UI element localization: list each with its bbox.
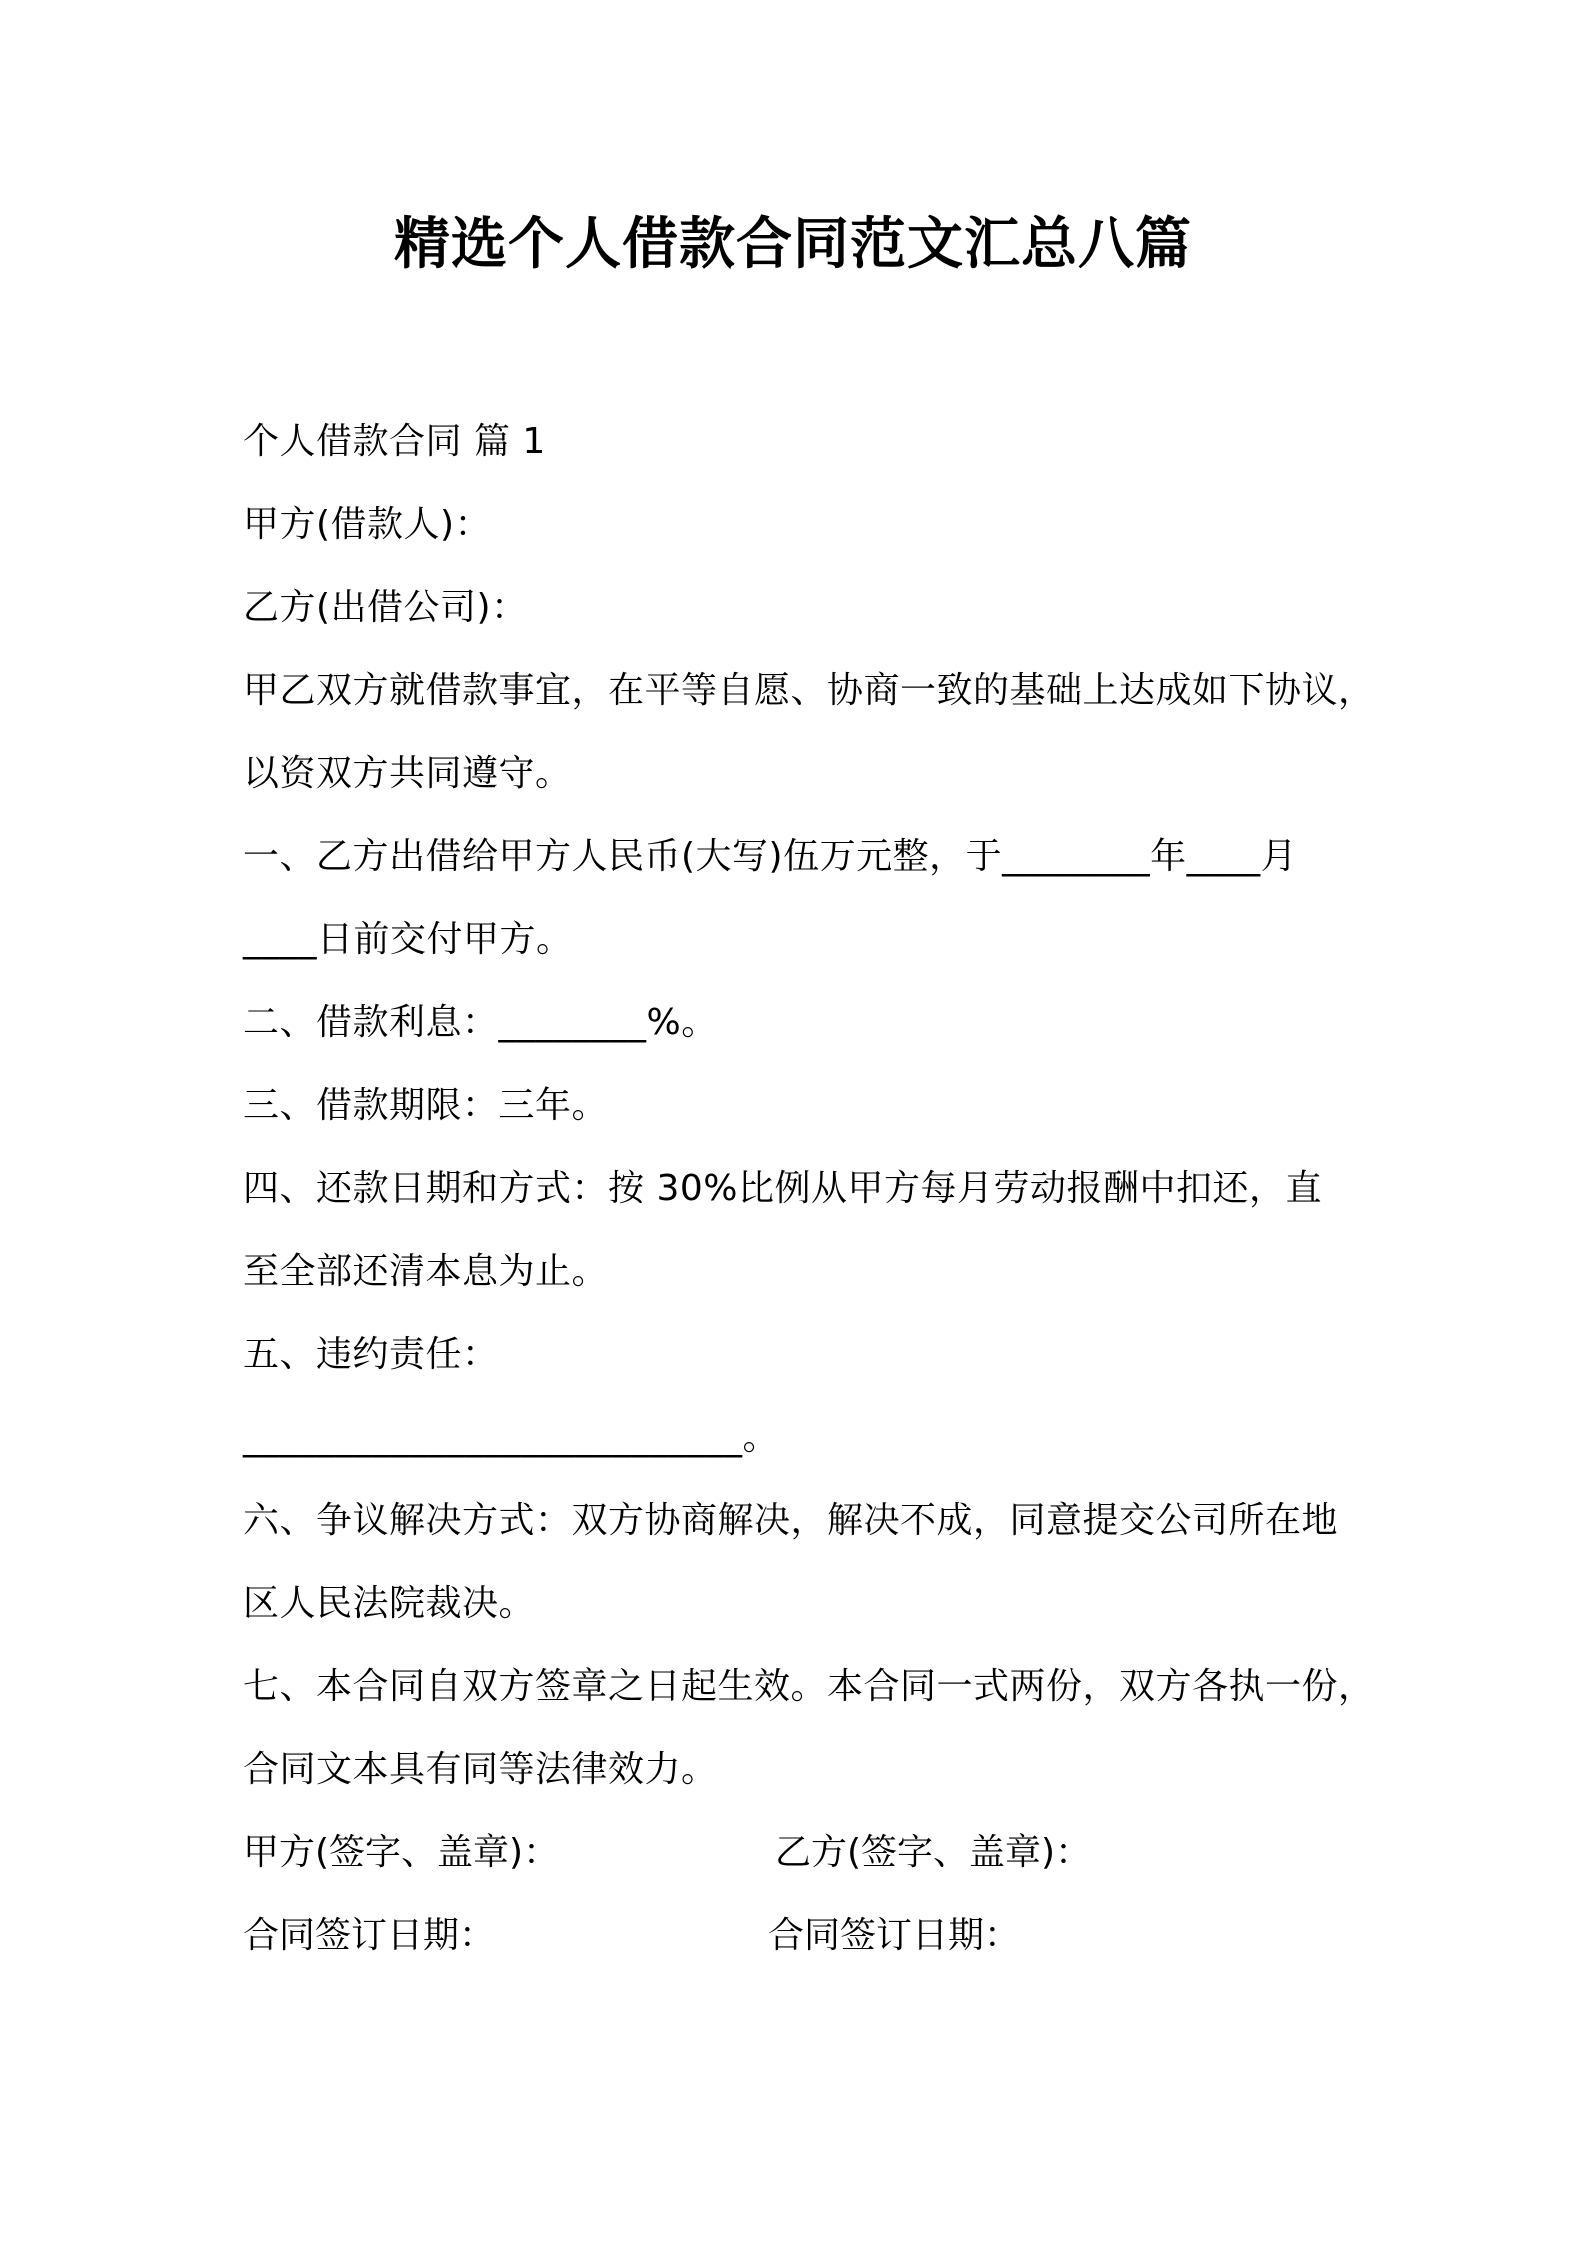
party-b-date-label: 合同签订日期： bbox=[768, 1915, 1021, 1956]
document-title: 精选个人借款合同范文汇总八篇 bbox=[394, 212, 1192, 277]
signature-row bbox=[243, 1811, 1363, 1894]
party-a-date-label: 合同签订日期： bbox=[243, 1915, 496, 1956]
clause-6-line-2: 区人民法院裁决。 bbox=[243, 1583, 536, 1624]
clause-1-line-2: ____日前交付甲方。 bbox=[243, 919, 573, 960]
clause-6-line-1: 六、争议解决方式：双方协商解决，解决不成，同意提交公司所在地 bbox=[243, 1500, 1339, 1541]
preamble-line-1: 甲乙双方就借款事宜，在平等自愿、协商一致的基础上达成如下协议， bbox=[243, 670, 1375, 711]
signing-date-row bbox=[243, 1894, 1363, 1977]
clause-5-line-1: 五、违约责任： bbox=[243, 1334, 499, 1375]
party-a-signature-label: 甲方(签字、盖章)： bbox=[243, 1832, 560, 1873]
clause-3: 三、借款期限：三年。 bbox=[243, 1085, 609, 1126]
clause-5-line-2: ___________________________。 bbox=[243, 1417, 779, 1458]
document-body bbox=[243, 400, 1375, 1977]
clause-4-line-1: 四、还款日期和方式：按 30%比例从甲方每月劳动报酬中扣还，直 bbox=[243, 1168, 1322, 1209]
party-b-signature-label: 乙方(签字、盖章)： bbox=[775, 1832, 1092, 1873]
clause-2: 二、借款利息：________%。 bbox=[243, 1002, 718, 1043]
clause-1-line-1: 一、乙方出借给甲方人民币(大写)伍万元整，于________年____月 bbox=[243, 836, 1298, 877]
clause-4-line-2: 至全部还清本息为止。 bbox=[243, 1251, 609, 1292]
section-heading: 个人借款合同 篇 1 bbox=[243, 421, 546, 462]
clause-7-line-2: 合同文本具有同等法律效力。 bbox=[243, 1749, 718, 1790]
party-a-label: 甲方(借款人)： bbox=[243, 504, 492, 545]
clause-7-line-1: 七、本合同自双方签章之日起生效。本合同一式两份，双方各执一份， bbox=[243, 1666, 1375, 1707]
preamble-line-2: 以资双方共同遵守。 bbox=[243, 753, 572, 794]
party-b-label: 乙方(出借公司)： bbox=[243, 587, 528, 628]
